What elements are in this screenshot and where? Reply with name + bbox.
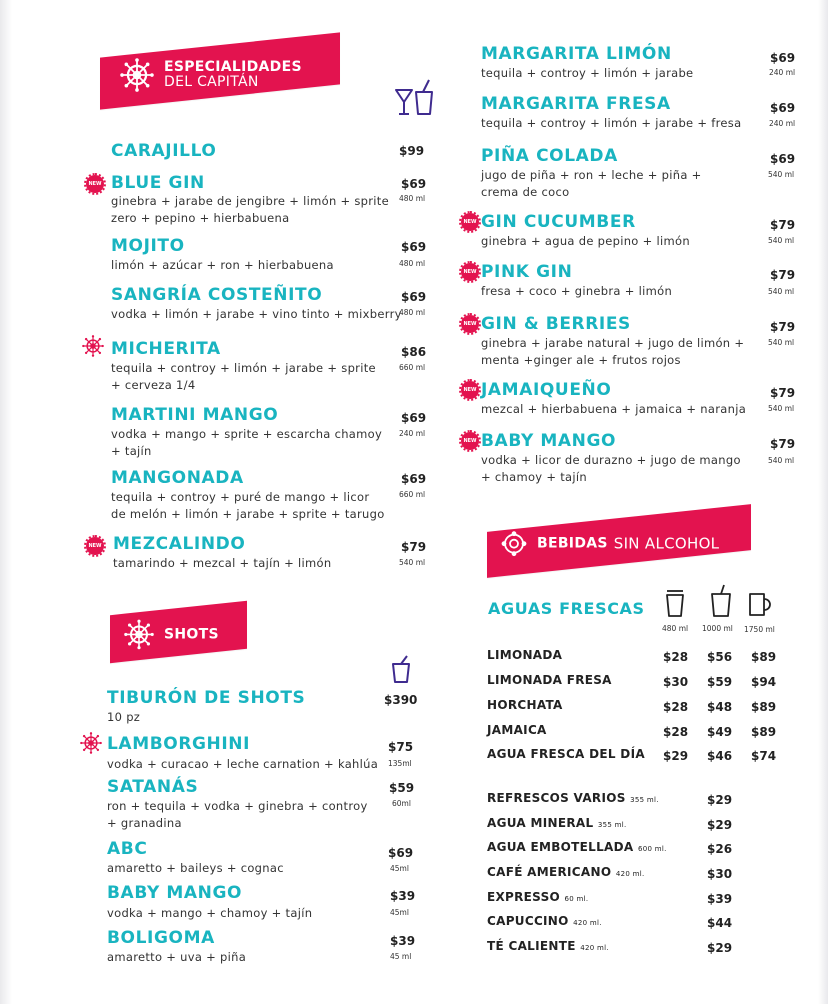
list-item-price: $26: [707, 842, 733, 856]
menu-item-description: vodka + curacao + leche carnation + kahlúa: [107, 757, 379, 771]
cocktail-glasses-icon: [393, 76, 437, 120]
menu-item-price: $75: [388, 740, 414, 754]
sin-alcohol-title: BEBIDAS: [537, 535, 608, 552]
table-row-name: JAMAICA: [487, 723, 547, 737]
menu-item-price: $39: [390, 889, 416, 903]
menu-item-price: $59: [389, 781, 415, 795]
ship-wheel-icon: [120, 58, 154, 92]
menu-item-description: vodka + mango + sprite + escarcha chamoy: [111, 427, 383, 441]
menu-item-price: $69: [770, 152, 796, 166]
size-label: 1000 ml: [702, 624, 733, 633]
menu-item-description: menta +ginger ale + frutos rojos: [481, 353, 681, 367]
menu-item-description: zero + pepino + hierbabuena: [111, 211, 290, 225]
menu-item-description: tequila + controy + limón + jarabe + fresa: [481, 116, 742, 130]
menu-item-name: MANGONADA: [111, 468, 244, 488]
sin-alcohol-banner: [487, 504, 751, 578]
list-item-name: AGUA MINERAL: [487, 816, 594, 830]
table-cell-price: $49: [707, 725, 733, 739]
menu-item-price: $79: [770, 218, 796, 232]
menu-item-price: $79: [401, 540, 427, 554]
menu-item-description: amaretto + baileys + cognac: [107, 861, 284, 875]
list-item-size: 355 ml.: [630, 796, 659, 804]
menu-item-price: $390: [384, 693, 418, 707]
list-item-price: $44: [707, 916, 733, 930]
menu-item-price: $79: [770, 268, 796, 282]
menu-item-description: ron + tequila + vodka + ginebra + controy: [107, 799, 368, 813]
menu-item-price: $69: [401, 411, 427, 425]
list-item-name: REFRESCOS VARIOS: [487, 791, 626, 805]
menu-item-price: $69: [401, 240, 427, 254]
menu-item-description: vodka + mango + chamoy + tajín: [107, 906, 313, 920]
menu-item-size: 660 ml: [399, 490, 426, 499]
list-item-name: EXPRESSO: [487, 890, 561, 904]
menu-item-description: ginebra + jarabe natural + jugo de limón +: [481, 336, 745, 350]
menu-item-description: de melón + limón + jarabe + sprite + tarugo: [111, 507, 385, 521]
menu-item-size: 540 ml: [768, 170, 795, 179]
ship-wheel-icon: [80, 732, 102, 754]
menu-item-size: 45ml: [390, 864, 409, 873]
ship-wheel-icon: [82, 335, 104, 357]
table-cell-price: $29: [663, 749, 689, 763]
table-row-name: HORCHATA: [487, 698, 563, 712]
menu-item-size: 135ml: [388, 759, 412, 768]
menu-item-size: 240 ml: [399, 429, 426, 438]
list-item-price: $29: [707, 818, 733, 832]
menu-item-description: + chamoy + tajín: [481, 470, 587, 484]
menu-item-size: 540 ml: [768, 338, 795, 347]
menu-item-price: $79: [770, 386, 796, 400]
page-edge-left: [0, 0, 12, 1004]
table-cell-price: $94: [751, 675, 777, 689]
new-badge: NEW: [461, 432, 479, 450]
menu-item-name: MEZCALINDO: [113, 534, 246, 554]
shots-title: SHOTS: [164, 625, 219, 642]
list-item: [487, 840, 667, 854]
shot-glass-icon: [389, 654, 415, 684]
list-item-size: 355 ml.: [597, 821, 627, 829]
list-item-size: 420 ml.: [615, 870, 645, 878]
list-item: [487, 890, 588, 904]
table-cell-price: $56: [707, 650, 733, 664]
menu-item-description: ginebra + agua de pepino + limón: [481, 234, 690, 248]
menu-item-name: JAMAIQUEÑO: [481, 380, 612, 400]
lifebuoy-icon: [501, 531, 527, 557]
new-badge: NEW: [86, 175, 104, 193]
menu-item-description: ginebra + jarabe de jengibre + limón + sprite: [111, 194, 389, 208]
menu-item-name: BABY MANGO: [481, 431, 617, 451]
table-row-name: LIMONADA FRESA: [487, 673, 612, 687]
table-cell-price: $28: [663, 700, 689, 714]
menu-item-description: mezcal + hierbabuena + jamaica + naranja: [481, 402, 747, 416]
page-edge-right: [818, 0, 828, 1004]
menu-item-name: MARGARITA LIMÓN: [481, 44, 672, 64]
table-cell-price: $28: [663, 725, 689, 739]
list-item-name: TÉ CALIENTE: [487, 939, 576, 953]
list-item-price: $29: [707, 941, 733, 955]
menu-item-description: tequila + controy + limón + jarabe + sprite: [111, 361, 376, 375]
menu-item-size: 480 ml: [399, 259, 426, 268]
menu-item-size: 480 ml: [399, 308, 426, 317]
ship-wheel-icon: [124, 619, 154, 649]
list-item-size: 600 ml.: [637, 845, 667, 853]
size-label: 1750 ml: [744, 625, 775, 634]
list-item-price: $30: [707, 867, 733, 881]
menu-item-price: $39: [390, 934, 416, 948]
table-cell-price: $30: [663, 675, 689, 689]
menu-item-name: MICHERITA: [111, 339, 221, 359]
list-item-name: CAPUCCINO: [487, 914, 569, 928]
list-item-size: 420 ml.: [580, 944, 609, 952]
list-item: [487, 939, 609, 953]
menu-item-description: + tajín: [111, 444, 152, 458]
menu-item-name: ABC: [107, 839, 148, 859]
menu-item-size: 540 ml: [768, 236, 795, 245]
menu-item-name: TIBURÓN DE SHOTS: [107, 688, 306, 708]
new-badge: NEW: [461, 263, 479, 281]
menu-item-price: $86: [401, 345, 427, 359]
menu-item-price: $99: [399, 144, 425, 158]
menu-item-price: $69: [401, 177, 427, 191]
menu-item-description: crema de coco: [481, 185, 570, 199]
menu-item-size: 540 ml: [768, 404, 795, 413]
menu-item-name: MOJITO: [111, 236, 185, 256]
menu-item-description: jugo de piña + ron + leche + piña +: [481, 168, 702, 182]
menu-item-size: 240 ml: [769, 68, 796, 77]
menu-item-size: 480 ml: [399, 194, 426, 203]
menu-item-description: 10 pz: [107, 710, 141, 724]
menu-item-price: $69: [770, 101, 796, 115]
menu-item-size: 540 ml: [768, 456, 795, 465]
list-item-size: 60 ml.: [564, 895, 589, 903]
new-badge: NEW: [461, 315, 479, 333]
pitcher-icon: [746, 590, 774, 618]
list-item: [487, 791, 659, 805]
especialidades-subtitle: DEL CAPITÁN: [164, 74, 259, 91]
menu-item-description: tamarindo + mezcal + tajín + limón: [113, 556, 332, 570]
table-row-name: AGUA FRESCA DEL DÍA: [487, 747, 645, 761]
menu-item-price: $69: [388, 846, 414, 860]
list-item-name: CAFÉ AMERICANO: [487, 865, 612, 879]
menu-item-size: 240 ml: [769, 119, 796, 128]
menu-item-name: GIN & BERRIES: [481, 314, 631, 334]
menu-item-description: + cerveza 1/4: [111, 378, 196, 392]
size-label: 480 ml: [662, 624, 689, 633]
menu-item-name: PINK GIN: [481, 262, 573, 282]
menu-item-description: fresa + coco + ginebra + limón: [481, 284, 673, 298]
menu-item-name: CARAJILLO: [111, 141, 217, 161]
table-cell-price: $89: [751, 650, 777, 664]
small-cup-icon: [664, 589, 686, 619]
list-item-price: $39: [707, 892, 733, 906]
list-item: [487, 914, 602, 928]
list-item-name: AGUA EMBOTELLADA: [487, 840, 634, 854]
table-cell-price: $46: [707, 749, 733, 763]
aguas-frescas-title: AGUAS FRESCAS: [488, 599, 645, 618]
menu-item-description: vodka + licor de durazno + jugo de mango: [481, 453, 741, 467]
sin-alcohol-subtitle: SIN ALCOHOL: [613, 534, 720, 553]
menu-item-description: tequila + controy + puré de mango + licor: [111, 490, 370, 504]
menu-item-size: 60ml: [392, 799, 411, 808]
table-cell-price: $59: [707, 675, 733, 689]
table-cell-price: $89: [751, 725, 777, 739]
table-cell-price: $74: [751, 749, 777, 763]
list-item-price: $29: [707, 793, 733, 807]
table-cell-price: $48: [707, 700, 733, 714]
table-row-name: LIMONADA: [487, 648, 563, 662]
menu-item-description: tequila + controy + limón + jarabe: [481, 66, 694, 80]
menu-item-description: limón + azúcar + ron + hierbabuena: [111, 258, 334, 272]
especialidades-title: ESPECIALIDADES: [164, 59, 302, 76]
menu-item-price: $69: [401, 472, 427, 486]
especialidades-banner: [100, 32, 340, 109]
menu-item-name: BABY MANGO: [107, 883, 243, 903]
menu-item-name: MARTINI MANGO: [111, 405, 279, 425]
list-item-size: 420 ml.: [573, 919, 602, 927]
menu-item-price: $69: [401, 290, 427, 304]
table-cell-price: $28: [663, 650, 689, 664]
medium-cup-icon: [709, 584, 733, 618]
new-badge: NEW: [461, 213, 479, 231]
menu-item-description: vodka + limón + jarabe + vino tinto + mixberry: [111, 307, 402, 321]
menu-item-name: SANGRÍA COSTEÑITO: [111, 285, 323, 305]
list-item: [487, 865, 645, 879]
shots-banner: [110, 601, 247, 663]
menu-item-name: MARGARITA FRESA: [481, 94, 671, 114]
menu-item-name: BOLIGOMA: [107, 928, 215, 948]
menu-item-name: LAMBORGHINI: [107, 734, 251, 754]
menu-item-size: 540 ml: [768, 287, 795, 296]
menu-item-price: $69: [770, 51, 796, 65]
menu-item-name: SATANÁS: [107, 777, 199, 797]
menu-item-price: $79: [770, 437, 796, 451]
menu-item-size: 45ml: [390, 908, 409, 917]
menu-item-description: amaretto + uva + piña: [107, 950, 247, 964]
menu-item-size: 540 ml: [399, 558, 426, 567]
menu-item-description: + granadina: [107, 816, 182, 830]
menu-item-name: PIÑA COLADA: [481, 146, 618, 166]
menu-item-size: 45 ml: [390, 952, 412, 961]
menu-item-name: GIN CUCUMBER: [481, 212, 636, 232]
menu-item-size: 660 ml: [399, 363, 426, 372]
new-badge: NEW: [86, 537, 104, 555]
menu-item-price: $79: [770, 320, 796, 334]
menu-item-name: BLUE GIN: [111, 173, 205, 193]
new-badge: NEW: [461, 381, 479, 399]
list-item: [487, 816, 627, 830]
table-cell-price: $89: [751, 700, 777, 714]
